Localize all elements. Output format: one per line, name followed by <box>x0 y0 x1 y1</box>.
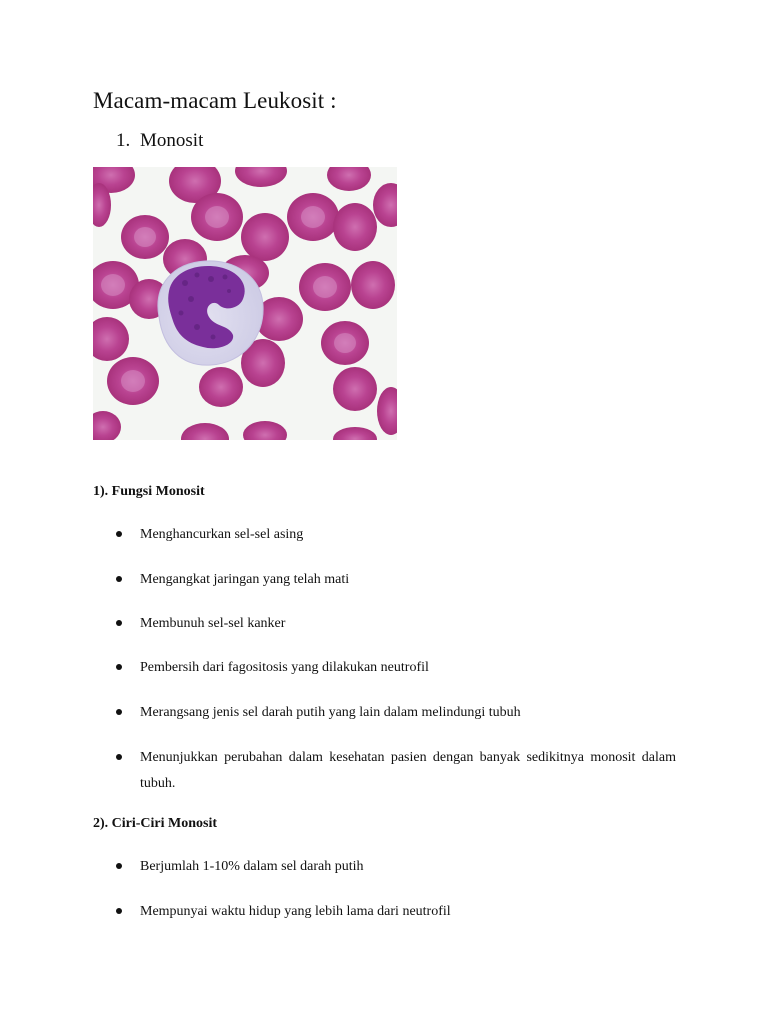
list-item <box>116 700 676 726</box>
list-item-text: Menunjukkan perubahan dalam kesehatan pasien dengan banyak sedikitnya monosit dalam tubuh. <box>140 750 676 791</box>
bullet-icon <box>116 908 122 914</box>
list-item <box>116 854 676 880</box>
list-item-text: Mempunyai waktu hidup yang lebih lama dari neutrofil <box>140 904 451 919</box>
list-item-text: Merangsang jenis sel darah putih yang lain dalam melindungi tubuh <box>140 705 521 720</box>
bullet-icon <box>116 620 122 626</box>
monocyte-micrograph <box>93 167 397 440</box>
subheading-text: Monosit <box>140 130 204 151</box>
list-item-text: Mengangkat jaringan yang telah mati <box>140 572 350 587</box>
page-title: Macam-macam Leukosit : <box>93 88 337 113</box>
list-item-text: Membunuh sel-sel kanker <box>140 616 286 631</box>
list-item <box>116 745 676 797</box>
list-item <box>116 899 676 925</box>
bullet-icon <box>116 576 122 582</box>
list-item <box>116 655 676 681</box>
list-item <box>116 522 676 548</box>
subheading-number: 1. <box>116 130 131 151</box>
bullet-icon <box>116 754 122 760</box>
bullet-icon <box>116 709 122 715</box>
list-item <box>116 611 676 637</box>
list-item-text: Menghancurkan sel-sel asing <box>140 527 304 542</box>
monocyte-micrograph-image <box>93 167 397 440</box>
bullet-icon <box>116 531 122 537</box>
list-item <box>116 567 676 593</box>
bullet-icon <box>116 863 122 869</box>
section-heading: 1). Fungsi Monosit <box>93 484 205 499</box>
list-item-text: Berjumlah 1-10% dalam sel darah putih <box>140 859 364 874</box>
section-heading: 2). Ciri-Ciri Monosit <box>93 816 218 831</box>
subheading-monosit <box>116 130 203 152</box>
bullet-icon <box>116 664 122 670</box>
list-item-text: Pembersih dari fagositosis yang dilakukan neutrofil <box>140 660 429 675</box>
